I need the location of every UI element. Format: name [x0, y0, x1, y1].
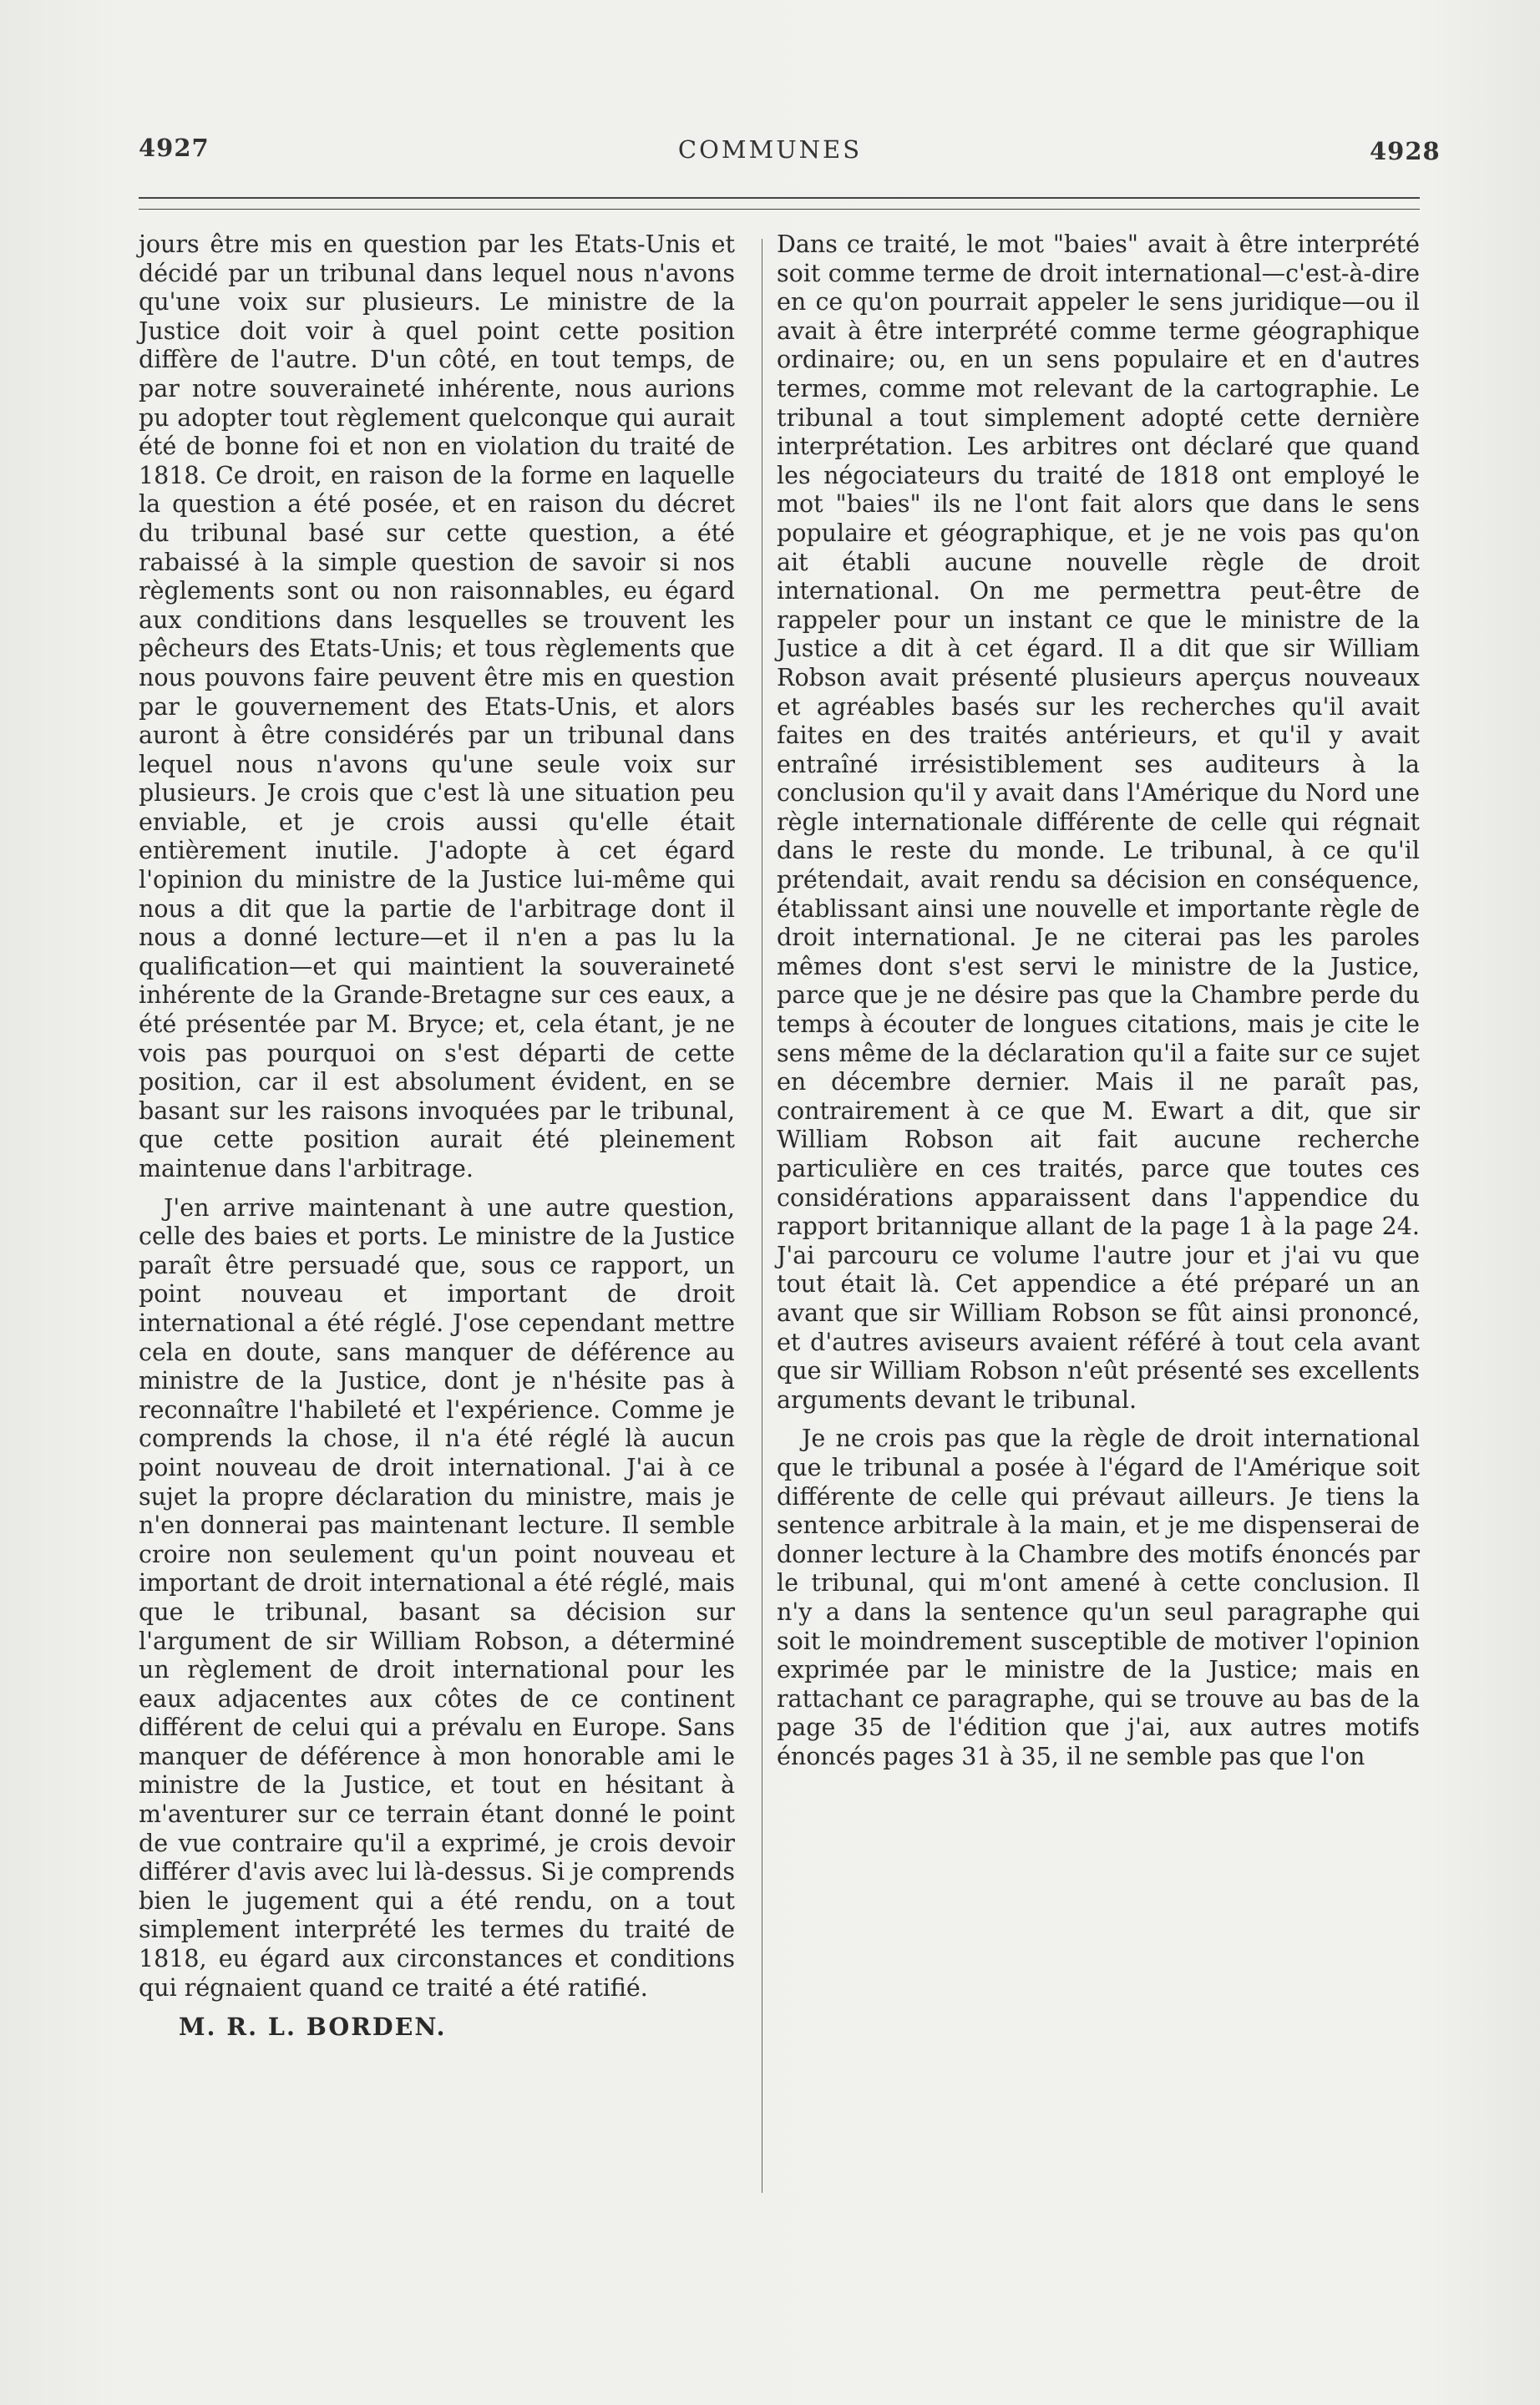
left-page-number: 4927 [139, 134, 210, 162]
paragraph: Dans ce traité, le mot "baies" avait à être interprété soit comme terme de droit international—c'est-à-dire en ce qu'on pourrait appeler le sens juridique—ou il avait à être interprété comme terme géographique ordinaire; ou, en un sens populaire et en d'autres termes, comme mot relevant de la cartographie. Le tribunal a tout simplement adopté cette dernière interprétation. Les arbitres ont déclaré que quand les négociateurs du traité de 1818 ont employé le mot "baies" ils ne l'ont fait alors que dans le sens populaire et géographique, et je ne vois pas qu'on ait établi aucune nouvelle règle de droit international. On me permettra peut-être de rappeler pour un instant ce que le ministre de la Justice a dit à cet égard. Il a dit que sir William Robson avait présenté plusieurs aperçus nouveaux et agréables basés sur les recherches qu'il avait faites en des traités antérieurs, et qu'il y avait entraîné irrésistiblement ses auditeurs à la conclusion qu'il y avait dans l'Amérique du Nord une règle internationale différente de celle qui régnait dans le reste du monde. Le tribunal, à ce qu'il prétendait, avait rendu sa décision en conséquence, établissant ainsi une nouvelle et importante règle de droit international. Je ne citerai pas les paroles mêmes dont s'est servi le ministre de la Justice, parce que je ne désire pas que la Chambre perde du temps à écouter de longues citations, mais je cite le sens même de la déclaration qu'il a faite sur ce sujet en décembre dernier. Mais il ne paraît pas, contrairement à ce que M. Ewart a dit, que sir William Robson ait fait aucune recherche particulière en ces traités, parce que toutes ces considérations apparaissent dans l'appendice du rapport britannique allant de la page 1 à la page 24. J'ai parcouru ce volume l'autre jour et j'ai vu que tout était là. Cet appendice a été préparé un an avant que sir William Robson se fût ainsi prononcé, et d'autres aviseurs avaient référé à tout cela avant que sir William Robson n'eût présenté ses excellents arguments devant le tribunal. [777, 230, 1420, 1414]
header-rule-thin [139, 209, 1420, 210]
running-title: COMMUNES [677, 135, 863, 164]
right-page-number: 4928 [1370, 137, 1441, 165]
paragraph: J'en arrive maintenant à une autre question, celle des baies et ports. Le ministre de la Justice paraît être persuadé que, sous ce rapport, un point nouveau et important de droit international a été réglé. J'ose cependant mettre cela en doute, sans manquer de déférence au ministre de la Justice, dont je n'hésite pas à reconnaître l'habileté et l'expérience. Comme je comprends la chose, il n'a été réglé là aucun point nouveau de droit international. J'ai à ce sujet la propre déclaration du ministre, mais je n'en donnerai pas maintenant lecture. Il semble croire non seulement qu'un point nouveau et important de droit international a été réglé, mais que le tribunal, basant sa décision sur l'argument de sir William Robson, a déterminé un règlement de droit international pour les eaux adjacentes aux côtes de ce continent différent de celui qui a prévalu en Europe. Sans manquer de déférence à mon honorable ami le ministre de la Justice, et tout en hésitant à m'aventurer sur ce terrain étant donné le point de vue contraire qu'il a exprimé, je crois devoir différer d'avis avec lui là-dessus. Si je comprends bien le jugement qui a été rendu, on a tout simplement interprété les termes du traité de 1818, eu égard aux circonstances et conditions qui régnaient quand ce traité a été ratifié. [139, 1193, 736, 2002]
speaker-signature: M. R. L. BORDEN. [179, 2013, 447, 2042]
paragraph: jours être mis en question par les Etats-Unis et décidé par un tribunal dans lequel nous n'avons qu'une voix sur plusieurs. Le ministre de la Justice doit voir à quel point cette position diffère de l'autre. D'un côté, en tout temps, de par notre souveraineté inhérente, nous aurions pu adopter tout règlement quelconque qui aurait été de bonne foi et non en violation du traité de 1818. Ce droit, en raison de la forme en laquelle la question a été posée, et en raison du décret du tribunal basé sur cette question, a été rabaissé à la simple question de savoir si nos règlements sont ou non raisonnables, eu égard aux conditions dans lesquelles se trouvent les pêcheurs des Etats-Unis; et tous règlements que nous pouvons faire peuvent être mis en question par le gouvernement des Etats-Unis, et alors auront à être considérés par un tribunal dans lequel nous n'avons qu'une seule voix sur plusieurs. Je crois que c'est là une situation peu enviable, et je crois aussi qu'elle était entièrement inutile. J'adopte à cet égard l'opinion du ministre de la Justice lui-même qui nous a dit que la partie de l'arbitrage dont il nous a donné lecture—et il n'en a pas lu la qualification—et qui maintient la souveraineté inhérente de la Grande-Bretagne sur ces eaux, a été présentée par M. Bryce; et, cela étant, je ne vois pas pourquoi on s'est départi de cette position, car il est absolument évident, en se basant sur les raisons invoquées par le tribunal, que cette position aurait été pleinement maintenue dans l'arbitrage. [139, 230, 735, 1182]
page-header [0, 134, 1540, 175]
paragraph: Je ne crois pas que la règle de droit international que le tribunal a posée à l'égard de l'Amérique soit différente de celle qui prévaut ailleurs. Je tiens la sentence arbitrale à la main, et je me dispenserai de donner lecture à la Chambre des motifs énoncés par le tribunal, qui m'ont amené à cette conclusion. Il n'y a dans la sentence qu'un seul paragraphe qui soit le moindrement susceptible de motiver l'opinion exprimée par le ministre de la Justice; mais en rattachant ce paragraphe, qui se trouve au bas de la page 35 de l'édition que j'ai, aux autres motifs énoncés pages 31 à 35, il ne semble pas que l'on [777, 1425, 1420, 1770]
left-column [139, 230, 735, 2042]
right-column [777, 230, 1420, 1781]
header-rule-thick [139, 197, 1420, 199]
